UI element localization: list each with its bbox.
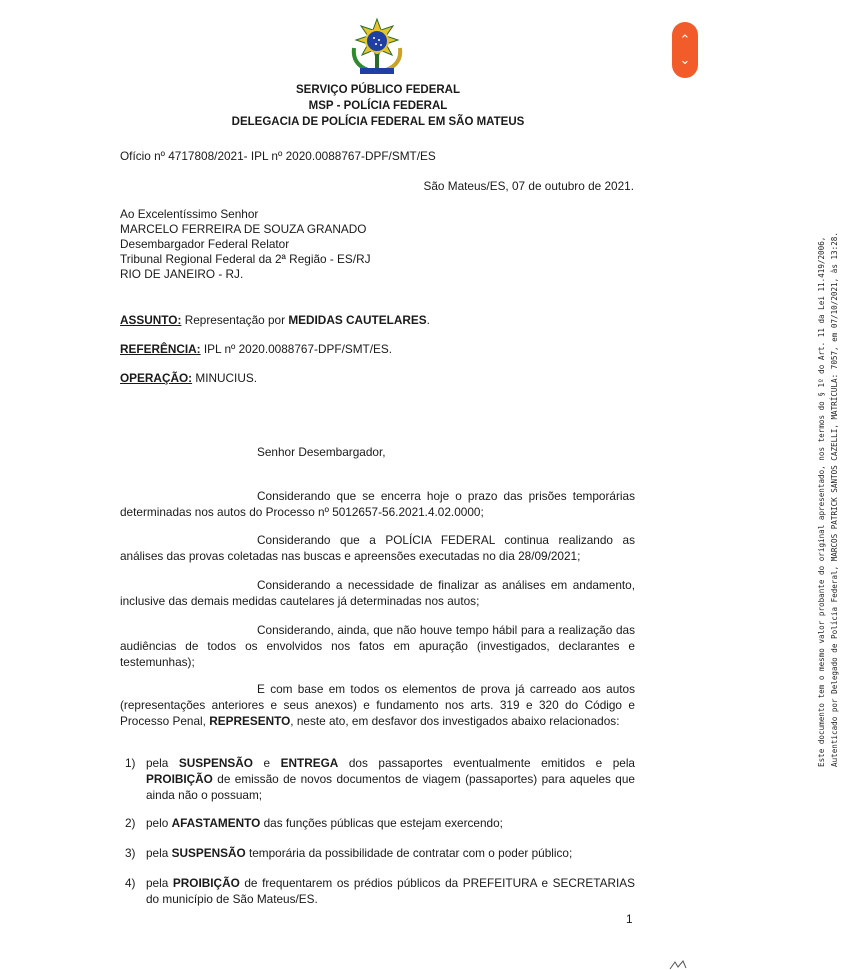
- authentication-side-text: [815, 207, 841, 767]
- paragraph-5: [120, 681, 635, 729]
- list-item: [125, 755, 635, 803]
- paragraph-5-text-c: , neste ato, em desfavor dos investigados abaixo relacionados:: [290, 714, 620, 728]
- paragraph-1: [120, 488, 635, 520]
- side-text-line-1: Este documento tem o mesmo valor probante do original apresentado, nos termos do § 1º do Art. 11 da Lei 11.419/2006,: [817, 236, 826, 767]
- paragraph-4: [120, 622, 635, 670]
- list-item-body: [146, 755, 635, 803]
- item-1-text-a: pela: [146, 756, 179, 770]
- assunto-text: Representação por: [184, 313, 289, 327]
- corner-mark-icon: [666, 958, 696, 970]
- paragraph-3: [120, 577, 635, 609]
- recipient-line-4: Tribunal Regional Federal da 2ª Região - ES/RJ: [120, 252, 371, 266]
- item-1-bold-1: SUSPENSÃO: [178, 756, 253, 770]
- operacao-label: OPERAÇÃO:: [120, 371, 193, 385]
- paragraph-4-text: Considerando, ainda, que não houve tempo hábil para a realização das audiências de todos os envolvidos nos fatos em apuração (investigados, declarantes e testemunhas);: [120, 623, 635, 669]
- item-1-text-e: de emissão de novos documentos de viagem (passaportes) para aqueles que ainda não o possuam;: [146, 772, 635, 802]
- recipient-line-3: Desembargador Federal Relator: [120, 237, 290, 251]
- item-3-bold: SUSPENSÃO: [171, 846, 246, 860]
- recipient-line-2: MARCELO FERREIRA DE SOUZA GRANADO: [120, 222, 367, 236]
- item-4-text-c: de frequentarem os prédios públicos da PREFEITURA e SECRETARIAS do município de São Mateus/ES.: [146, 876, 635, 906]
- assunto-end: .: [426, 313, 430, 327]
- side-text-line-2: Autenticado por Delegado de Polícia Federal, MARCOS PATRICK SANTOS CAZELLI, MATRÍCULA: 7057, em 07/10/2021, às 13:28.: [830, 232, 839, 767]
- brazil-coat-of-arms-icon: [348, 18, 406, 78]
- paragraph-1-text: Considerando que se encerra hoje o prazo das prisões temporárias determinadas nos autos do Processo nº 5012657-56.2021.4.02.0000;: [120, 489, 635, 519]
- referencia-line: [120, 341, 392, 357]
- list-item-body: [146, 875, 635, 907]
- item-1-text-c: e: [252, 756, 281, 770]
- paragraph-5-text-a: E com base em todos os elementos de prova já carreado aos autos (representações anteriores e seus anexos) e fundamento nos arts. 319 e 320 do Código e Processo Penal,: [120, 682, 635, 728]
- assunto-line: [120, 312, 430, 328]
- item-4-text-a: pela: [146, 876, 173, 890]
- assunto-label: ASSUNTO:: [120, 313, 182, 327]
- item-1-text-d: dos passaportes eventualmente emitidos e pela: [338, 756, 635, 770]
- operacao-line: [120, 370, 257, 386]
- header-line-1: SERVIÇO PÚBLICO FEDERAL: [296, 84, 460, 96]
- salutation: Senhor Desembargador,: [257, 445, 386, 459]
- list-item: [125, 875, 635, 907]
- referencia-text: IPL nº 2020.0088767-DPF/SMT/ES.: [203, 342, 393, 356]
- paragraph-3-text: Considerando a necessidade de finalizar as análises em andamento, inclusive das demais medidas cautelares já determinadas nos autos;: [120, 578, 635, 608]
- header-line-3: DELEGACIA DE POLÍCIA FEDERAL EM SÃO MATEUS: [231, 116, 525, 128]
- item-4-bold: PROIBIÇÃO: [172, 876, 240, 890]
- paragraph-2: [120, 532, 635, 564]
- list-item-number: 2): [125, 816, 136, 830]
- item-3-text-a: pela: [146, 846, 172, 860]
- item-2-bold: AFASTAMENTO: [171, 816, 261, 830]
- page-number: 1: [626, 912, 633, 926]
- header-line-2: MSP - POLÍCIA FEDERAL: [308, 100, 448, 112]
- list-item-number: 3): [125, 846, 136, 860]
- date-line: São Mateus/ES, 07 de outubro de 2021.: [423, 179, 634, 193]
- list-item-body: [146, 815, 635, 831]
- assunto-bold: MEDIDAS CAUTELARES: [288, 313, 427, 327]
- referencia-label: REFERÊNCIA:: [120, 342, 201, 356]
- chevron-down-icon[interactable]: ⌄: [679, 53, 691, 68]
- list-item: [125, 845, 635, 861]
- list-item: [125, 815, 635, 831]
- item-3-text-c: temporária da possibilidade de contratar com o poder público;: [245, 846, 573, 860]
- list-item-body: [146, 845, 635, 861]
- list-item-number: 4): [125, 876, 136, 890]
- item-2-text-c: das funções públicas que estejam exercendo;: [260, 816, 503, 830]
- list-item-number: 1): [125, 756, 136, 770]
- item-2-text-a: pelo: [146, 816, 172, 830]
- recipient-line-1: Ao Excelentíssimo Senhor: [120, 207, 259, 221]
- item-1-bold-3: PROIBIÇÃO: [146, 772, 213, 786]
- paragraph-2-text: Considerando que a POLÍCIA FEDERAL continua realizando as análises das provas coletadas nas buscas e apreensões executadas no dia 28/09/2021;: [120, 533, 635, 563]
- operacao-text: MINUCIUS.: [195, 371, 257, 385]
- page-scroll-control: [672, 22, 698, 78]
- oficio-reference: Ofício nº 4717808/2021- IPL nº 2020.0088767-DPF/SMT/ES: [120, 149, 436, 163]
- item-1-bold-2: ENTREGA: [280, 756, 339, 770]
- paragraph-5-bold: REPRESENTO: [209, 714, 291, 728]
- recipient-line-5: RIO DE JANEIRO - RJ.: [120, 267, 244, 281]
- chevron-up-icon[interactable]: ⌃: [679, 33, 691, 48]
